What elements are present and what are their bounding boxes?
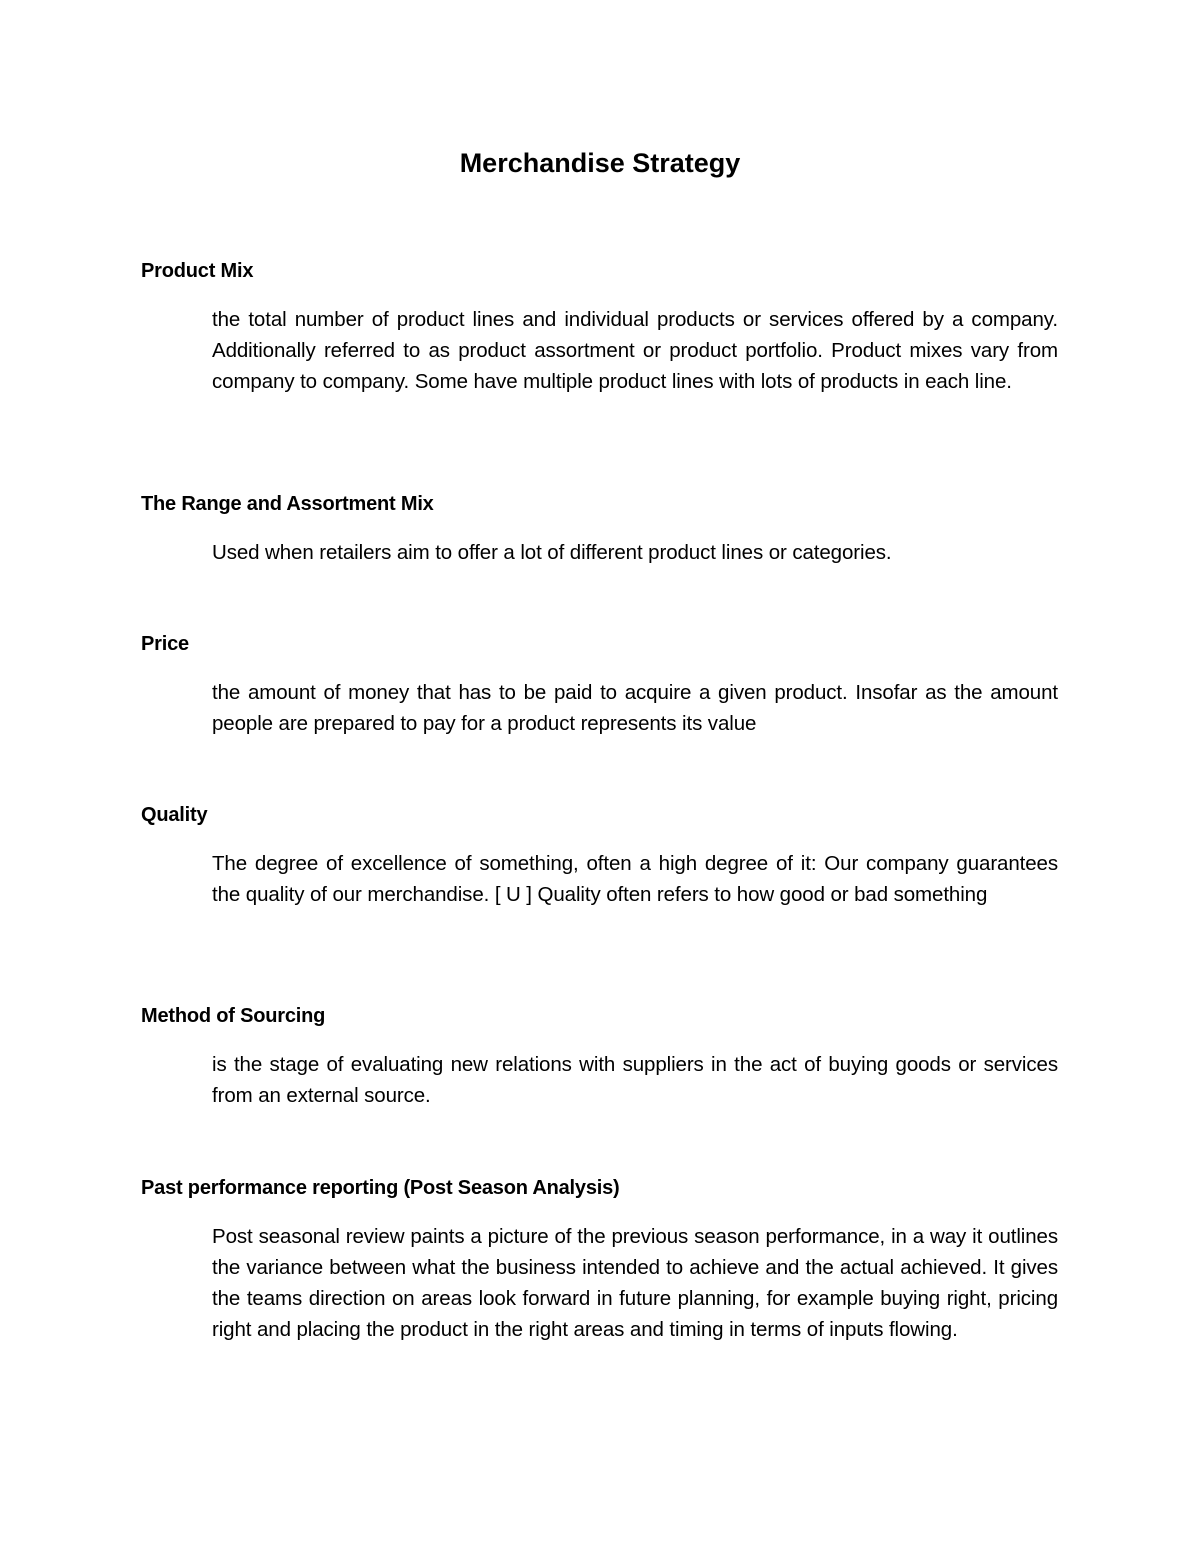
section-price — [141, 631, 1058, 739]
section-body: Used when retailers aim to offer a lot of different product lines or categories. — [212, 541, 892, 564]
section-past-performance-reporting — [141, 1175, 1058, 1345]
section-product-mix — [141, 258, 1058, 397]
section-body: The degree of excellence of something, often a high degree of it: Our company guarantees the quality of our merchandise. [ U ] Quality often refers to how good or bad something — [212, 852, 1058, 906]
section-heading: Quality — [141, 804, 208, 826]
section-method-of-sourcing — [141, 1003, 1058, 1111]
section-body: the amount of money that has to be paid to acquire a given product. Insofar as the amount people are prepared to pay for a product represents its value — [212, 681, 1058, 735]
section-body: is the stage of evaluating new relations with suppliers in the act of buying goods or services from an external source. — [212, 1053, 1058, 1107]
section-heading: Price — [141, 633, 189, 655]
section-heading: Past performance reporting (Post Season Analysis) — [141, 1177, 620, 1199]
section-range-assortment-mix — [141, 491, 1058, 568]
section-body: the total number of product lines and individual products or services offered by a company. Additionally referred to as product assortment or product portfolio. Product mixes vary from company to company. Some have multiple product lines with lots of products in each line. — [212, 308, 1058, 393]
section-heading: Method of Sourcing — [141, 1005, 326, 1027]
page-title: Merchandise Strategy — [459, 148, 741, 178]
section-heading: The Range and Assortment Mix — [141, 493, 434, 515]
section-heading: Product Mix — [141, 260, 254, 282]
section-quality — [141, 802, 1058, 910]
section-body: Post seasonal review paints a picture of the previous season performance, in a way it outlines the variance between what the business intended to achieve and the actual achieved. It gives the teams direction on areas look forward in future planning, for example buying right, pricing right and placing the product in the right areas and timing in terms of inputs flowing. — [212, 1225, 1058, 1341]
